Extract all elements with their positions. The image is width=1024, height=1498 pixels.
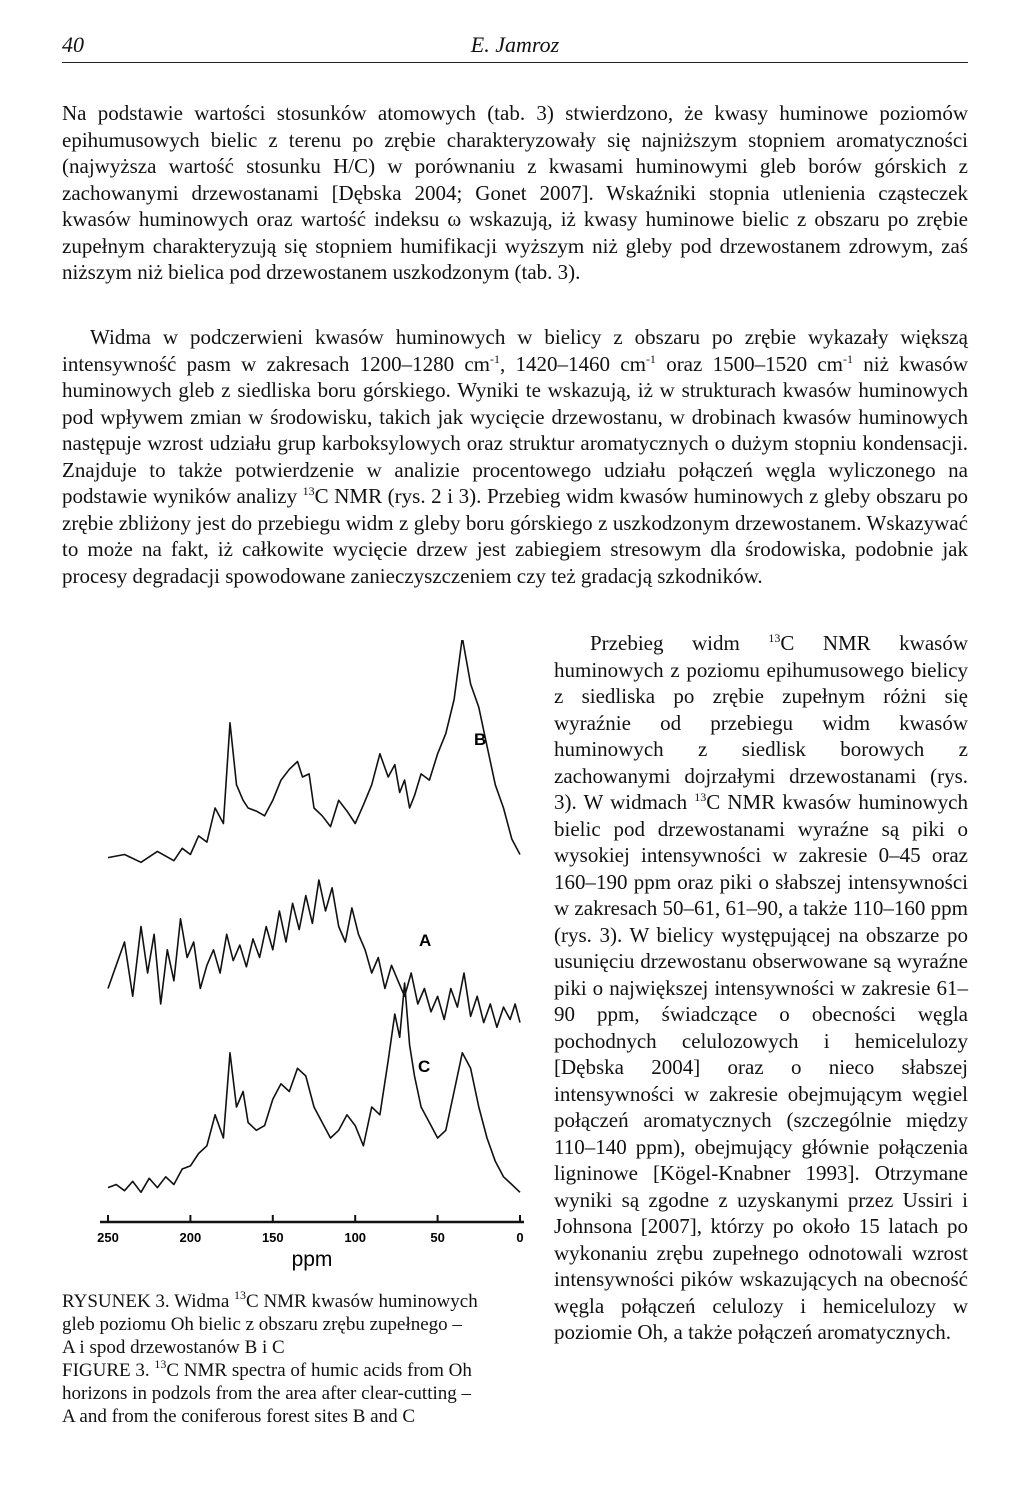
caption-pl-line1: [62, 1290, 552, 1313]
page-header: [62, 28, 968, 63]
caption-pl-line2: gleb poziomu Oh bielic z obszaru zrębu zupełnego –: [62, 1314, 462, 1335]
caption-en-label: FIGURE 3.: [62, 1360, 150, 1381]
caption-en-sup: 13: [154, 1357, 167, 1371]
caption-pl-label: RYSUNEK 3.: [62, 1291, 170, 1312]
caption-pl-line3: A i spod drzewostanów B i C: [62, 1337, 285, 1358]
p2-sup2: -1: [645, 351, 656, 366]
x-tick-label: 250: [97, 1230, 119, 1245]
col-part2: C NMR kwasów huminowych z poziomu epihumusowego bielicy z siedliska po zrębie zupełnym różni się wyraźnie od przebiegu widm kwasów huminowych z siedlisk borowych z zachowanymi dojrzałymi drzewostanami (rys. 3). W widmach: [554, 631, 968, 814]
caption-pl-text2: C NMR kwasów huminowych: [246, 1291, 478, 1312]
figure-caption: [62, 1290, 552, 1428]
x-axis-ticks: [97, 1215, 523, 1245]
nmr-figure: [62, 640, 542, 1300]
p2-sup3: -1: [843, 351, 853, 366]
label-A: A: [419, 931, 432, 950]
p2-part1: Widma w podczerwieni kwasów huminowych w bielicy z obszaru po zrębie wykazały większą intensywność pasm w zakresach 1200–1280 cm: [62, 325, 968, 376]
spectra-series: [108, 640, 520, 1192]
caption-en-line2: horizons in podzols from the area after clear-cutting –: [62, 1383, 472, 1404]
spectrum-c: [108, 983, 520, 1192]
spectrum-a: [108, 880, 520, 1027]
x-tick-label: 150: [261, 1230, 284, 1245]
col-sup1: 13: [768, 631, 781, 645]
col-sup2: 13: [694, 790, 707, 804]
spectrum-b: [108, 640, 520, 862]
p2-sup4: 13: [302, 484, 315, 498]
x-axis-label: ppm: [291, 1248, 333, 1271]
p2-part4: niż kwasów huminowych gleb z siedliska boru górskiego. Wyniki te wskazują, iż w strukturach kwasów huminowych pod wpływem zmian w środowisku, takich jak wycięcie drzewostanu, w drobinach kwasów huminowych następuje wzrost udziału grup karboksylowych oraz struktur aromatycznych o dużym stopniu kondensacji. Znajduje to także potwierdzenie w analizie procentowego udziału połączeń węgla wyliczonego na podstawie wyników analizy: [62, 351, 968, 508]
page-number: 40: [62, 32, 84, 57]
paragraph-1: Na podstawie wartości stosunków atomowych (tab. 3) stwierdzono, że kwasy huminowe poziomów epihumusowych bielic z terenu po zrębie charakteryzowały się najniższym stopniem aromatyczności (najwyższa wartość stosunku H/C) w porównaniu z kwasami huminowymi gleb borów górskich z zachowanymi drzewostanami [Dębska 2004; Gonet 2007]. Wskaźniki stopnia utlenienia cząsteczek kwasów huminowych oraz wartość indeksu ω wskazują, iż kwasy huminowe bielic z obszaru po zrębie zupełnym charakteryzują się stopniem humifikacji wyższym niż gleby pod drzewostanem zdrowym, zaś niższym niż bielica pod drzewostanem uszkodzonym (tab. 3).: [62, 101, 968, 284]
x-tick-label: 0: [516, 1230, 524, 1245]
paragraph-2: [62, 324, 968, 589]
caption-en-line3: A and from the coniferous forest sites B and C: [62, 1406, 416, 1427]
label-B: B: [474, 730, 487, 749]
right-column-paragraph: [554, 630, 968, 1346]
x-tick-label: 200: [179, 1230, 202, 1245]
p2-part2: , 1420–1460 cm: [500, 351, 646, 376]
caption-en-line1: [62, 1359, 552, 1382]
label-C: C: [418, 1057, 431, 1076]
caption-pl-text1: Widma: [169, 1291, 235, 1312]
caption-pl-sup: 13: [234, 1288, 247, 1302]
running-head-author: E. Jamroz: [470, 32, 560, 57]
nmr-spectra-chart: [62, 640, 542, 1290]
x-tick-label: 50: [430, 1230, 445, 1245]
col-part3: C NMR kwasów huminowych bielic pod drzewostanami wyraźne są piki o wysokiej intensywności w zakresie 0–45 oraz 160–190 ppm oraz piki o słabszej intensywności w zakresach 50–61, 61–90, a także 110–160 ppm (rys. 3). W bielicy występującej na obszarze po usunięciu drzewostanu obserwowane są wyraźne piki o największej intensywności w zakresie 61–90 ppm, świadczące o obecności węgla pochodnych celulozowych i hemicelulozy [Dębska 2004] oraz o nieco słabszej intensywności w zakresie obejmującym węgiel połączeń aromatycznych (szczególnie między 110–140 ppm), obejmujący głównie połączenia ligninowe [Kögel-Knabner 1993]. Otrzymane wyniki są zgodne z uzyskanymi przez Ussiri i Johnsona [2007], którzy po około 15 latach po wykonaniu zrębu zupełnego odnotowali wzrost intensywności pików wskazujących na obecność węgla połączeń celulozy i hemicelulozy w poziomie Oh, a także połączeń aromatycznych.: [554, 790, 968, 1344]
p2-part3: oraz 1500–1520 cm: [655, 351, 843, 376]
p2-part5: C NMR (rys. 2 i 3). Przebieg widm kwasów huminowych z gleby obszaru po zrębie zbliżony jest do przebiegu widm z gleby boru górskiego z uszkodzonym drzewostanem. Wskazywać to może na fakt, iż całkowite wycięcie drzew jest zabiegiem stresowym dla środowiska, podobnie jak procesy degradacji spowodowane zanieczyszczeniem czy też gradacją szkodników.: [62, 484, 969, 588]
p2-sup1: -1: [490, 351, 501, 366]
col-part1: Przebieg widm: [590, 631, 769, 655]
x-tick-label: 100: [344, 1230, 367, 1245]
caption-en-text1: C NMR spectra of humic acids from Oh: [166, 1360, 472, 1381]
